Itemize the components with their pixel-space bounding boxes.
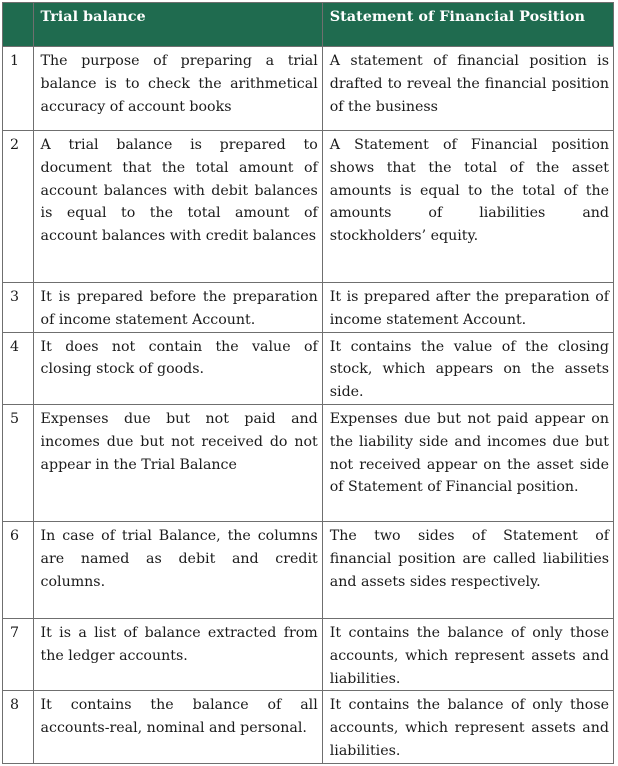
row-number: 2 [3,131,34,283]
table-row [3,283,614,333]
sfp-cell: A Statement of Financial position shows that the total of the asset amounts is equal to the total of the amounts of liabilities and stockholders’ equity. [322,131,613,283]
row-number: 8 [3,691,34,763]
trial-balance-cell: Expenses due but not paid and incomes due but not received do not appear in the Trial Balance [33,404,322,521]
table-row [3,521,614,618]
table-row [3,47,614,131]
trial-balance-cell: It contains the balance of all accounts-real, nominal and personal. [33,691,322,763]
table-row [3,404,614,521]
row-number: 3 [3,283,34,333]
header-number [3,3,34,47]
sfp-cell: Expenses due but not paid appear on the liability side and incomes due but not received appear on the asset side of Statement of Financial position. [322,404,613,521]
row-number: 6 [3,521,34,618]
table-header [3,3,614,47]
sfp-cell: It contains the balance of only those accounts, which represent assets and liabilities. [322,691,613,763]
table-row [3,618,614,690]
sfp-cell: It contains the value of the closing stock, which appears on the assets side. [322,332,613,404]
sfp-cell: It is prepared after the preparation of income statement Account. [322,283,613,333]
trial-balance-cell: It is a list of balance extracted from the ledger accounts. [33,618,322,690]
sfp-cell: It contains the balance of only those accounts, which represent assets and liabilities. [322,618,613,690]
table-row [3,332,614,404]
header-trial-balance: Trial balance [33,3,322,47]
sfp-cell: A statement of financial position is drafted to reveal the financial position of the business [322,47,613,131]
row-number: 7 [3,618,34,690]
trial-balance-cell: It does not contain the value of closing stock of goods. [33,332,322,404]
comparison-table [2,2,614,764]
trial-balance-cell: The purpose of preparing a trial balance is to check the arithmetical accuracy of account books [33,47,322,131]
trial-balance-cell: It is prepared before the preparation of income statement Account. [33,283,322,333]
sfp-cell: The two sides of Statement of financial position are called liabilities and assets sides respectively. [322,521,613,618]
trial-balance-cell: A trial balance is prepared to document that the total amount of account balances with debit balances is equal to the total amount of account balances with credit balances [33,131,322,283]
header-row [3,3,614,47]
row-number: 5 [3,404,34,521]
row-number: 4 [3,332,34,404]
row-number: 1 [3,47,34,131]
trial-balance-cell: In case of trial Balance, the columns are named as debit and credit columns. [33,521,322,618]
table-row [3,131,614,283]
table-row [3,691,614,763]
table-body [3,47,614,764]
header-statement-of-financial-position: Statement of Financial Position [322,3,613,47]
